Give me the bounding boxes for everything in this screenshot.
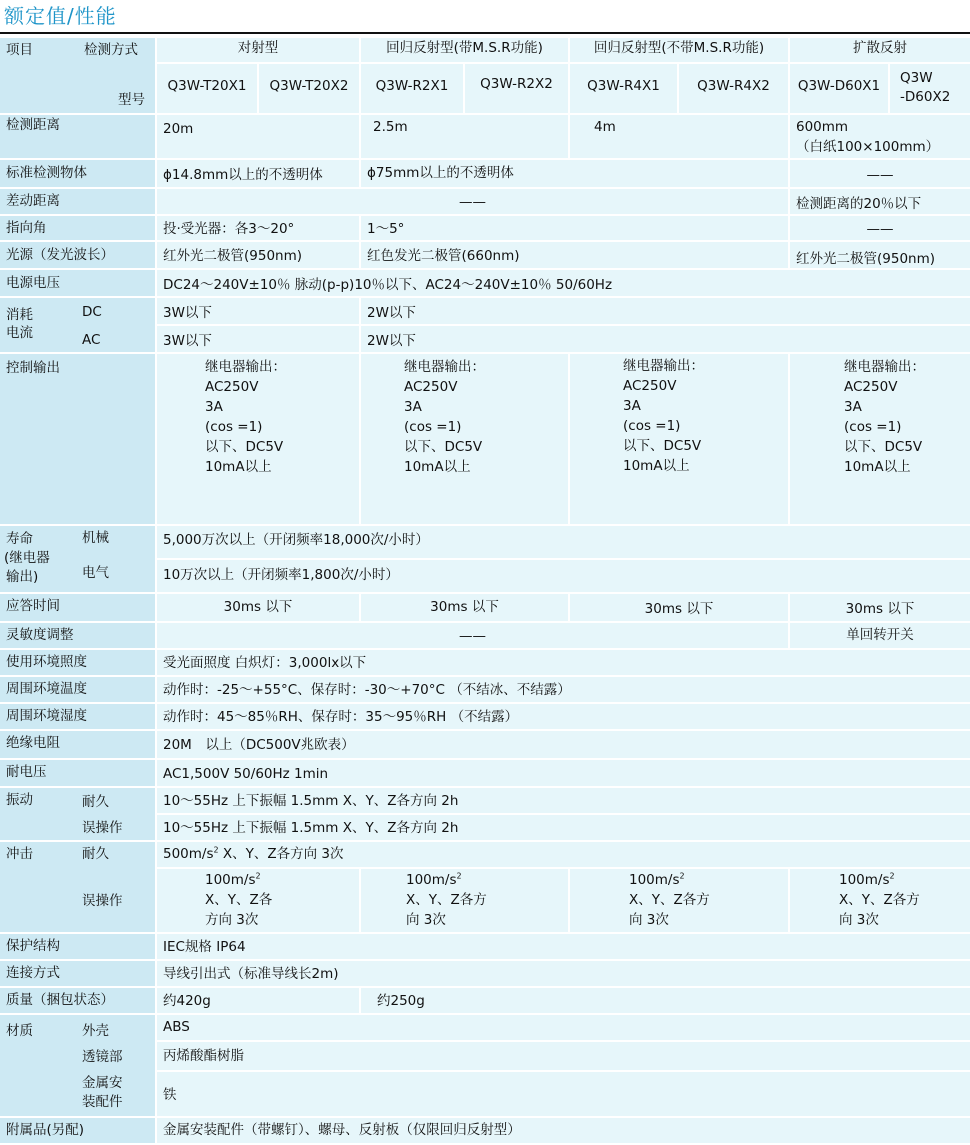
label-sensitivity: 灵敏度调整 bbox=[0, 623, 155, 648]
distance-diffuse bbox=[790, 115, 970, 158]
distance-diffuse-note: （白纸100×100mm） bbox=[796, 139, 940, 155]
label-material-main: 材质 bbox=[6, 1023, 33, 1039]
sensitivity-value: —— bbox=[157, 623, 788, 648]
current-ac-rest: 2W以下 bbox=[361, 326, 970, 352]
response-thru: 30ms 以下 bbox=[157, 594, 359, 621]
light-diffuse: 红外光二极管(950nm) bbox=[790, 242, 970, 268]
shock-mis-line: 向 3次 bbox=[629, 912, 669, 928]
control-line: 以下、DC5V bbox=[844, 439, 923, 455]
shock-dur-rest: X、Y、Z各方向 3次 bbox=[218, 846, 344, 862]
control-line: 继电器输出： bbox=[404, 359, 485, 375]
control-line: AC250V bbox=[623, 378, 677, 394]
control-line: 10mA以上 bbox=[844, 459, 911, 475]
object-thru: ϕ14.8mm以上的不透明体 bbox=[157, 160, 359, 187]
material-metal: 铁 bbox=[157, 1072, 970, 1116]
diff-value: —— bbox=[157, 189, 788, 214]
shock-mis-line: 向 3次 bbox=[406, 912, 446, 928]
distance-thru: 20m bbox=[157, 115, 359, 158]
header-item: 项目 bbox=[6, 42, 33, 58]
model-r2x1: Q3W-R2X1 bbox=[361, 64, 463, 113]
control-diffuse bbox=[790, 354, 970, 524]
model-d60x2-line2: -D60X2 bbox=[900, 89, 951, 105]
label-life bbox=[0, 526, 155, 592]
humidity-value: 动作时：45～85％RH、保存时：35～95％RH （不结露） bbox=[157, 704, 970, 729]
shock-mis-line: X、Y、Z各方 bbox=[406, 892, 487, 908]
shock-mis-thru bbox=[157, 869, 359, 932]
control-line: 3A bbox=[205, 399, 223, 415]
angle-diffuse: —— bbox=[790, 216, 970, 240]
label-angle: 指向角 bbox=[0, 216, 155, 240]
distance-retro: 4m bbox=[570, 115, 788, 158]
label-insulation: 绝缘电阻 bbox=[0, 731, 155, 758]
label-shock bbox=[0, 842, 155, 932]
control-line: AC250V bbox=[205, 379, 259, 395]
control-line: 以下、DC5V bbox=[404, 439, 483, 455]
accessory-value: 金属安装配件（带螺钉）、螺母、反射板（仅限回归反射型） bbox=[157, 1118, 970, 1143]
material-lens: 丙烯酸酯树脂 bbox=[157, 1042, 970, 1070]
label-current bbox=[0, 298, 155, 352]
label-control: 控制输出 bbox=[0, 354, 155, 524]
material-case: ABS bbox=[157, 1015, 970, 1040]
label-life-elec: 电气 bbox=[82, 565, 109, 581]
label-vibration-dur: 耐久 bbox=[82, 794, 109, 810]
shock-dur-value: 500m/s bbox=[163, 846, 214, 862]
label-vibration-mis: 误操作 bbox=[82, 820, 123, 836]
label-material-metal-1: 金属安 bbox=[82, 1075, 123, 1091]
group-header-diffuse: 扩散反射 bbox=[790, 38, 970, 62]
current-ac-thru: 3W以下 bbox=[157, 326, 359, 352]
label-life-mech: 机械 bbox=[82, 530, 109, 546]
angle-thru: 投·受光器：各3～20° bbox=[157, 216, 359, 240]
label-current-dc: DC bbox=[82, 304, 102, 320]
label-material bbox=[0, 1015, 155, 1116]
shock-mis-top bbox=[205, 870, 359, 890]
shock-mis-line: 方向 3次 bbox=[205, 912, 259, 928]
connection-value: 导线引出式（标准导线长2m) bbox=[157, 961, 970, 986]
life-elec: 10万次以上（开闭频率1,800次/小时） bbox=[157, 560, 970, 592]
label-diff: 差动距离 bbox=[0, 189, 155, 214]
label-shock-mis: 误操作 bbox=[82, 893, 123, 909]
weight-rest: 约250g bbox=[361, 988, 970, 1013]
control-line: AC250V bbox=[844, 379, 898, 395]
control-line: (cos =1) bbox=[205, 419, 263, 435]
control-line: 10mA以上 bbox=[404, 459, 471, 475]
illuminance-value: 受光面照度 白炽灯：3,000lx以下 bbox=[157, 650, 970, 675]
model-t20x1: Q3W-T20X1 bbox=[157, 64, 257, 113]
model-r2x2: Q3W-R2X2 bbox=[465, 64, 568, 113]
control-line: (cos =1) bbox=[404, 419, 462, 435]
model-r4x1: Q3W-R4X1 bbox=[570, 64, 677, 113]
life-mech: 5,000万次以上（开闭频率18,000次/小时） bbox=[157, 526, 970, 558]
label-temperature: 周围环境温度 bbox=[0, 677, 155, 702]
label-object: 标准检测物体 bbox=[0, 160, 155, 187]
model-d60x2 bbox=[890, 64, 970, 113]
label-protection: 保护结构 bbox=[0, 934, 155, 959]
control-line: 继电器输出： bbox=[844, 359, 925, 375]
label-vibration-main: 振动 bbox=[6, 792, 33, 808]
page-title: 额定值/性能 bbox=[4, 4, 117, 28]
group-header-retro: 回归反射型(不带M.S.R功能) bbox=[570, 38, 788, 62]
shock-mis-accel: 100m/s bbox=[629, 872, 680, 888]
label-weight: 质量（捆包状态） bbox=[0, 988, 155, 1013]
group-header-retro-msr: 回归反射型(带M.S.R功能) bbox=[361, 38, 568, 62]
response-retro: 30ms 以下 bbox=[570, 594, 788, 621]
withstand-value: AC1,500V 50/60Hz 1min bbox=[157, 760, 970, 786]
control-thru bbox=[157, 354, 359, 524]
shock-mis-top bbox=[629, 870, 788, 890]
shock-mis-line: 向 3次 bbox=[839, 912, 879, 928]
protection-value: IEC规格 IP64 bbox=[157, 934, 970, 959]
model-d60x1: Q3W-D60X1 bbox=[790, 64, 888, 113]
vibration-dur: 10～55Hz 上下振幅 1.5mm X、Y、Z各方向 2h bbox=[157, 788, 970, 813]
label-current-1: 消耗 bbox=[6, 307, 33, 323]
label-connection: 连接方式 bbox=[0, 961, 155, 986]
label-power: 电源电压 bbox=[0, 270, 155, 296]
label-accessory: 附属品(另配) bbox=[0, 1118, 155, 1143]
distance-retro-msr: 2.5m bbox=[361, 115, 568, 158]
label-shock-dur: 耐久 bbox=[82, 846, 109, 862]
shock-mis-sup: 2 bbox=[889, 871, 895, 881]
label-current-2: 电流 bbox=[6, 325, 33, 341]
label-illuminance: 使用环境照度 bbox=[0, 650, 155, 675]
response-diffuse: 30ms 以下 bbox=[790, 594, 970, 621]
temperature-value: 动作时：-25～+55°C、保存时：-30～+70°C （不结冰、不结露） bbox=[157, 677, 970, 702]
object-diffuse: —— bbox=[790, 160, 970, 187]
group-header-thru: 对射型 bbox=[157, 38, 359, 62]
label-life-2: (继电器 bbox=[4, 550, 50, 566]
shock-mis-top bbox=[839, 870, 970, 890]
sensitivity-diffuse: 单回转开关 bbox=[790, 623, 970, 648]
control-line: 继电器输出： bbox=[205, 359, 286, 375]
header-model-label: 型号 bbox=[118, 92, 145, 108]
light-thru: 红外光二极管(950nm) bbox=[157, 242, 359, 268]
title-rule bbox=[0, 32, 970, 34]
header-item-cell bbox=[0, 38, 155, 113]
shock-mis-sup: 2 bbox=[255, 871, 261, 881]
shock-mis-accel: 100m/s bbox=[205, 872, 256, 888]
label-life-3: 输出) bbox=[6, 569, 39, 585]
label-light: 光源（发光波长） bbox=[0, 242, 155, 268]
control-line: 10mA以上 bbox=[205, 459, 272, 475]
control-line: 10mA以上 bbox=[623, 458, 690, 474]
control-retro-msr bbox=[361, 354, 568, 524]
model-r4x2: Q3W-R4X2 bbox=[679, 64, 788, 113]
label-humidity: 周围环境湿度 bbox=[0, 704, 155, 729]
shock-mis-line: X、Y、Z各方 bbox=[629, 892, 710, 908]
label-material-lens: 透镜部 bbox=[82, 1049, 123, 1065]
label-response: 应答时间 bbox=[0, 594, 155, 621]
control-line: (cos =1) bbox=[623, 418, 681, 434]
shock-mis-sup: 2 bbox=[456, 871, 462, 881]
response-retro-msr: 30ms 以下 bbox=[361, 594, 568, 621]
current-dc-thru: 3W以下 bbox=[157, 298, 359, 324]
insulation-value: 20M 以上（DC500V兆欧表） bbox=[157, 731, 970, 758]
label-withstand: 耐电压 bbox=[0, 760, 155, 786]
label-life-1: 寿命 bbox=[6, 531, 33, 547]
weight-thru: 约420g bbox=[157, 988, 359, 1013]
shock-mis-top bbox=[406, 870, 568, 890]
vibration-mis: 10～55Hz 上下振幅 1.5mm X、Y、Z各方向 2h bbox=[157, 815, 970, 840]
control-retro bbox=[570, 354, 788, 524]
shock-mis-line: X、Y、Z各方 bbox=[839, 892, 920, 908]
model-t20x2: Q3W-T20X2 bbox=[259, 64, 359, 113]
shock-mis-sup: 2 bbox=[679, 871, 685, 881]
control-line: 以下、DC5V bbox=[205, 439, 284, 455]
object-retro: ϕ75mm以上的不透明体 bbox=[361, 160, 788, 187]
shock-dur-sup: 2 bbox=[213, 845, 219, 855]
control-line: 3A bbox=[404, 399, 422, 415]
shock-mis-retro-msr bbox=[361, 869, 568, 932]
label-vibration bbox=[0, 788, 155, 840]
control-line: 继电器输出： bbox=[623, 358, 704, 374]
power-value: DC24～240V±10％ 脉动(p-p)10％以下、AC24～240V±10％ 50/60Hz bbox=[157, 270, 970, 296]
shock-mis-diffuse bbox=[790, 869, 970, 932]
shock-mis-accel: 100m/s bbox=[839, 872, 890, 888]
label-material-case: 外壳 bbox=[82, 1023, 109, 1039]
angle-retro: 1～5° bbox=[361, 216, 788, 240]
diff-diffuse: 检测距离的20％以下 bbox=[790, 189, 970, 214]
distance-diffuse-value: 600mm bbox=[796, 119, 849, 135]
label-current-ac: AC bbox=[82, 332, 101, 348]
header-method: 检测方式 bbox=[84, 42, 138, 58]
control-line: AC250V bbox=[404, 379, 458, 395]
control-line: 3A bbox=[623, 398, 641, 414]
control-line: (cos =1) bbox=[844, 419, 902, 435]
shock-mis-line: X、Y、Z各 bbox=[205, 892, 273, 908]
light-retro: 红色发光二极管(660nm) bbox=[361, 242, 788, 268]
label-material-metal-2: 装配件 bbox=[82, 1094, 123, 1110]
shock-mis-accel: 100m/s bbox=[406, 872, 457, 888]
control-line: 3A bbox=[844, 399, 862, 415]
control-line: 以下、DC5V bbox=[623, 438, 702, 454]
current-dc-rest: 2W以下 bbox=[361, 298, 970, 324]
label-distance: 检测距离 bbox=[0, 115, 155, 158]
shock-dur bbox=[157, 842, 970, 867]
shock-mis-retro bbox=[570, 869, 788, 932]
model-d60x2-line1: Q3W bbox=[900, 70, 933, 86]
label-shock-main: 冲击 bbox=[6, 846, 33, 862]
